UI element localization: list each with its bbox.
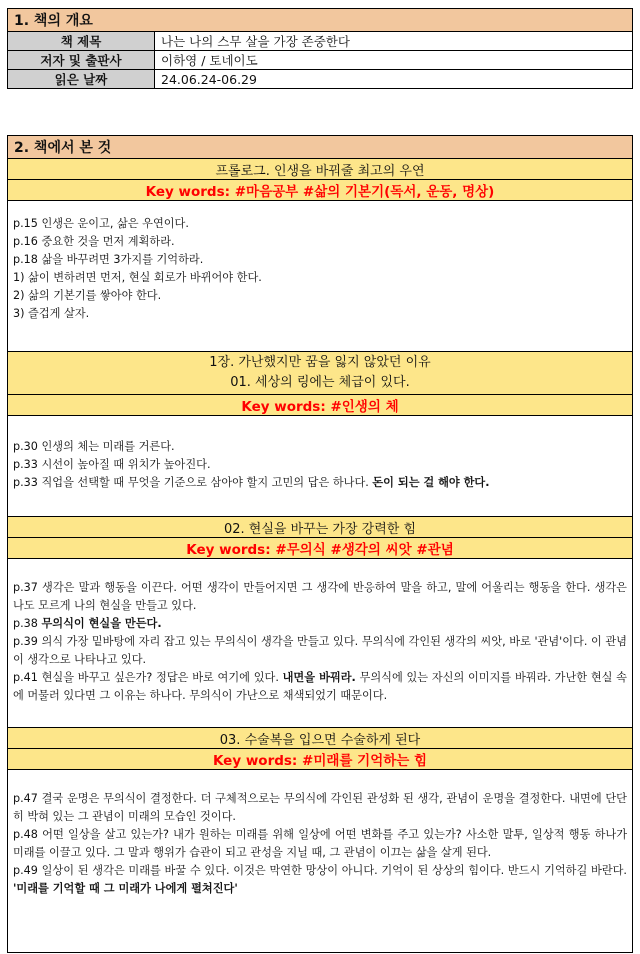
prologue-notes xyxy=(8,201,633,352)
note-line: 1) 삶이 변하려면 먼저, 현실 회로가 바뀌어야 한다. xyxy=(13,271,262,284)
note-para: p.38 무의식이 현실을 만든다. xyxy=(13,617,162,630)
book-title-label: 책 제목 xyxy=(8,32,155,51)
chapter1-heading-cell xyxy=(8,352,633,395)
note-line: p.15 인생은 운이고, 삶은 우연이다. xyxy=(13,217,189,230)
book-title-value: 나는 나의 스무 살을 가장 존중한다 xyxy=(155,32,633,51)
overview-table xyxy=(7,8,633,89)
sub1-keywords: Key words: #인생의 체 xyxy=(8,395,633,416)
table-row xyxy=(8,32,633,51)
sub2-notes xyxy=(8,559,633,728)
note-line: 2) 삶의 기본기를 쌓아야 한다. xyxy=(13,289,162,302)
note-para: p.48 어떤 일상을 살고 있는가? 내가 원하는 미래를 위해 일상에 어떤 변화를 주고 있는가? 사소한 말투, 일상적 행동 하나가 미래를 이끌고 있다. 그 말과 행위가 습관이 되고 관성을 지닐 때, 그 관념이 이끄는 삶을 살게 된다. xyxy=(13,828,627,859)
read-date-label: 읽은 날짜 xyxy=(8,70,155,89)
note-line: 3) 즐겁게 살자. xyxy=(13,307,90,320)
sub3-keywords: Key words: #미래를 기억하는 힘 xyxy=(8,749,633,770)
note-line: p.16 중요한 것을 먼저 계획하라. xyxy=(13,235,175,248)
note-line: p.18 삶을 바꾸려면 3가지를 기억하라. xyxy=(13,253,204,266)
note-line: p.33 직업을 선택할 때 무엇을 기준으로 삼아야 할지 고민의 답은 하나다. 돈이 되는 걸 해야 한다. xyxy=(13,476,490,489)
note-para: p.41 현실을 바꾸고 싶은가? 정답은 바로 여기에 있다. 내면을 바꿔라. 무의식에 있는 자신의 이미지를 바꿔라. 가난한 현실 속에 머물러 있다면 그 이유는 하나다. 무의식이 가난으로 채색되었기 때문이다. xyxy=(13,671,627,702)
note-para: p.37 생각은 말과 행동을 이끈다. 어떤 생각이 만들어지면 그 생각에 반응하여 말을 하고, 말에 어울리는 행동을 한다. 생각은 나도 모르게 나의 현실을 만들고 있다. xyxy=(13,581,627,612)
section2-title: 2. 책에서 본 것 xyxy=(8,136,633,159)
reading-notes-table xyxy=(7,135,633,953)
sub1-notes xyxy=(8,416,633,517)
sub3-notes xyxy=(8,770,633,953)
note-para: p.39 의식 가장 밑바탕에 자리 잡고 있는 무의식이 생각을 만들고 있다. 무의식에 각인된 생각의 씨앗, 바로 '관념'이다. 이 관념이 생각으로 나타나고 있다. xyxy=(13,635,627,666)
sub2-keywords: Key words: #무의식 #생각의 씨앗 #관념 xyxy=(8,538,633,559)
table-row xyxy=(8,51,633,70)
prologue-keywords: Key words: #마음공부 #삶의 기본기(독서, 운동, 명상) xyxy=(8,180,633,201)
bold-phrase: 내면을 바꿔라. xyxy=(282,671,356,684)
chapter1-heading: 1장. 가난했지만 꿈을 잃지 않았던 이유 xyxy=(209,355,431,370)
bold-phrase: 무의식이 현실을 만든다. xyxy=(41,617,162,630)
note-para: p.49 일상이 된 생각은 미래를 바꿀 수 있다. 이것은 막연한 망상이 아니다. 기억이 된 상상의 힘이다. 반드시 기억하길 바란다. '미래를 기억할 때 그 미래가 나에게 펼쳐진다' xyxy=(13,864,627,895)
bold-phrase: '미래를 기억할 때 그 미래가 나에게 펼쳐진다' xyxy=(13,882,238,895)
sub2-heading: 02. 현실을 바꾸는 가장 강력한 힘 xyxy=(8,517,633,538)
prologue-heading: 프롤로그. 인생을 바꿔줄 최고의 우연 xyxy=(8,159,633,180)
author-publisher-label: 저자 및 출판사 xyxy=(8,51,155,70)
note-line: p.30 인생의 체는 미래를 거른다. xyxy=(13,440,175,453)
author-publisher-value: 이하영 / 토네이도 xyxy=(155,51,633,70)
section1-title: 1. 책의 개요 xyxy=(8,9,633,32)
note-line: p.33 시선이 높아질 때 위치가 높아진다. xyxy=(13,458,211,471)
note-para: p.47 결국 운명은 무의식이 결정한다. 더 구체적으로는 무의식에 각인된 관성화 된 생각, 관념이 운명을 결정한다. 내면에 단단히 박혀 있는 그 관념이 미래의 모습인 것이다. xyxy=(13,792,627,823)
bold-phrase: 돈이 되는 걸 해야 한다. xyxy=(372,476,490,489)
sub3-heading: 03. 수술복을 입으면 수술하게 된다 xyxy=(8,728,633,749)
table-row xyxy=(8,70,633,89)
read-date-value: 24.06.24-06.29 xyxy=(155,70,633,89)
sub1-heading: 01. 세상의 링에는 체급이 있다. xyxy=(230,375,410,390)
